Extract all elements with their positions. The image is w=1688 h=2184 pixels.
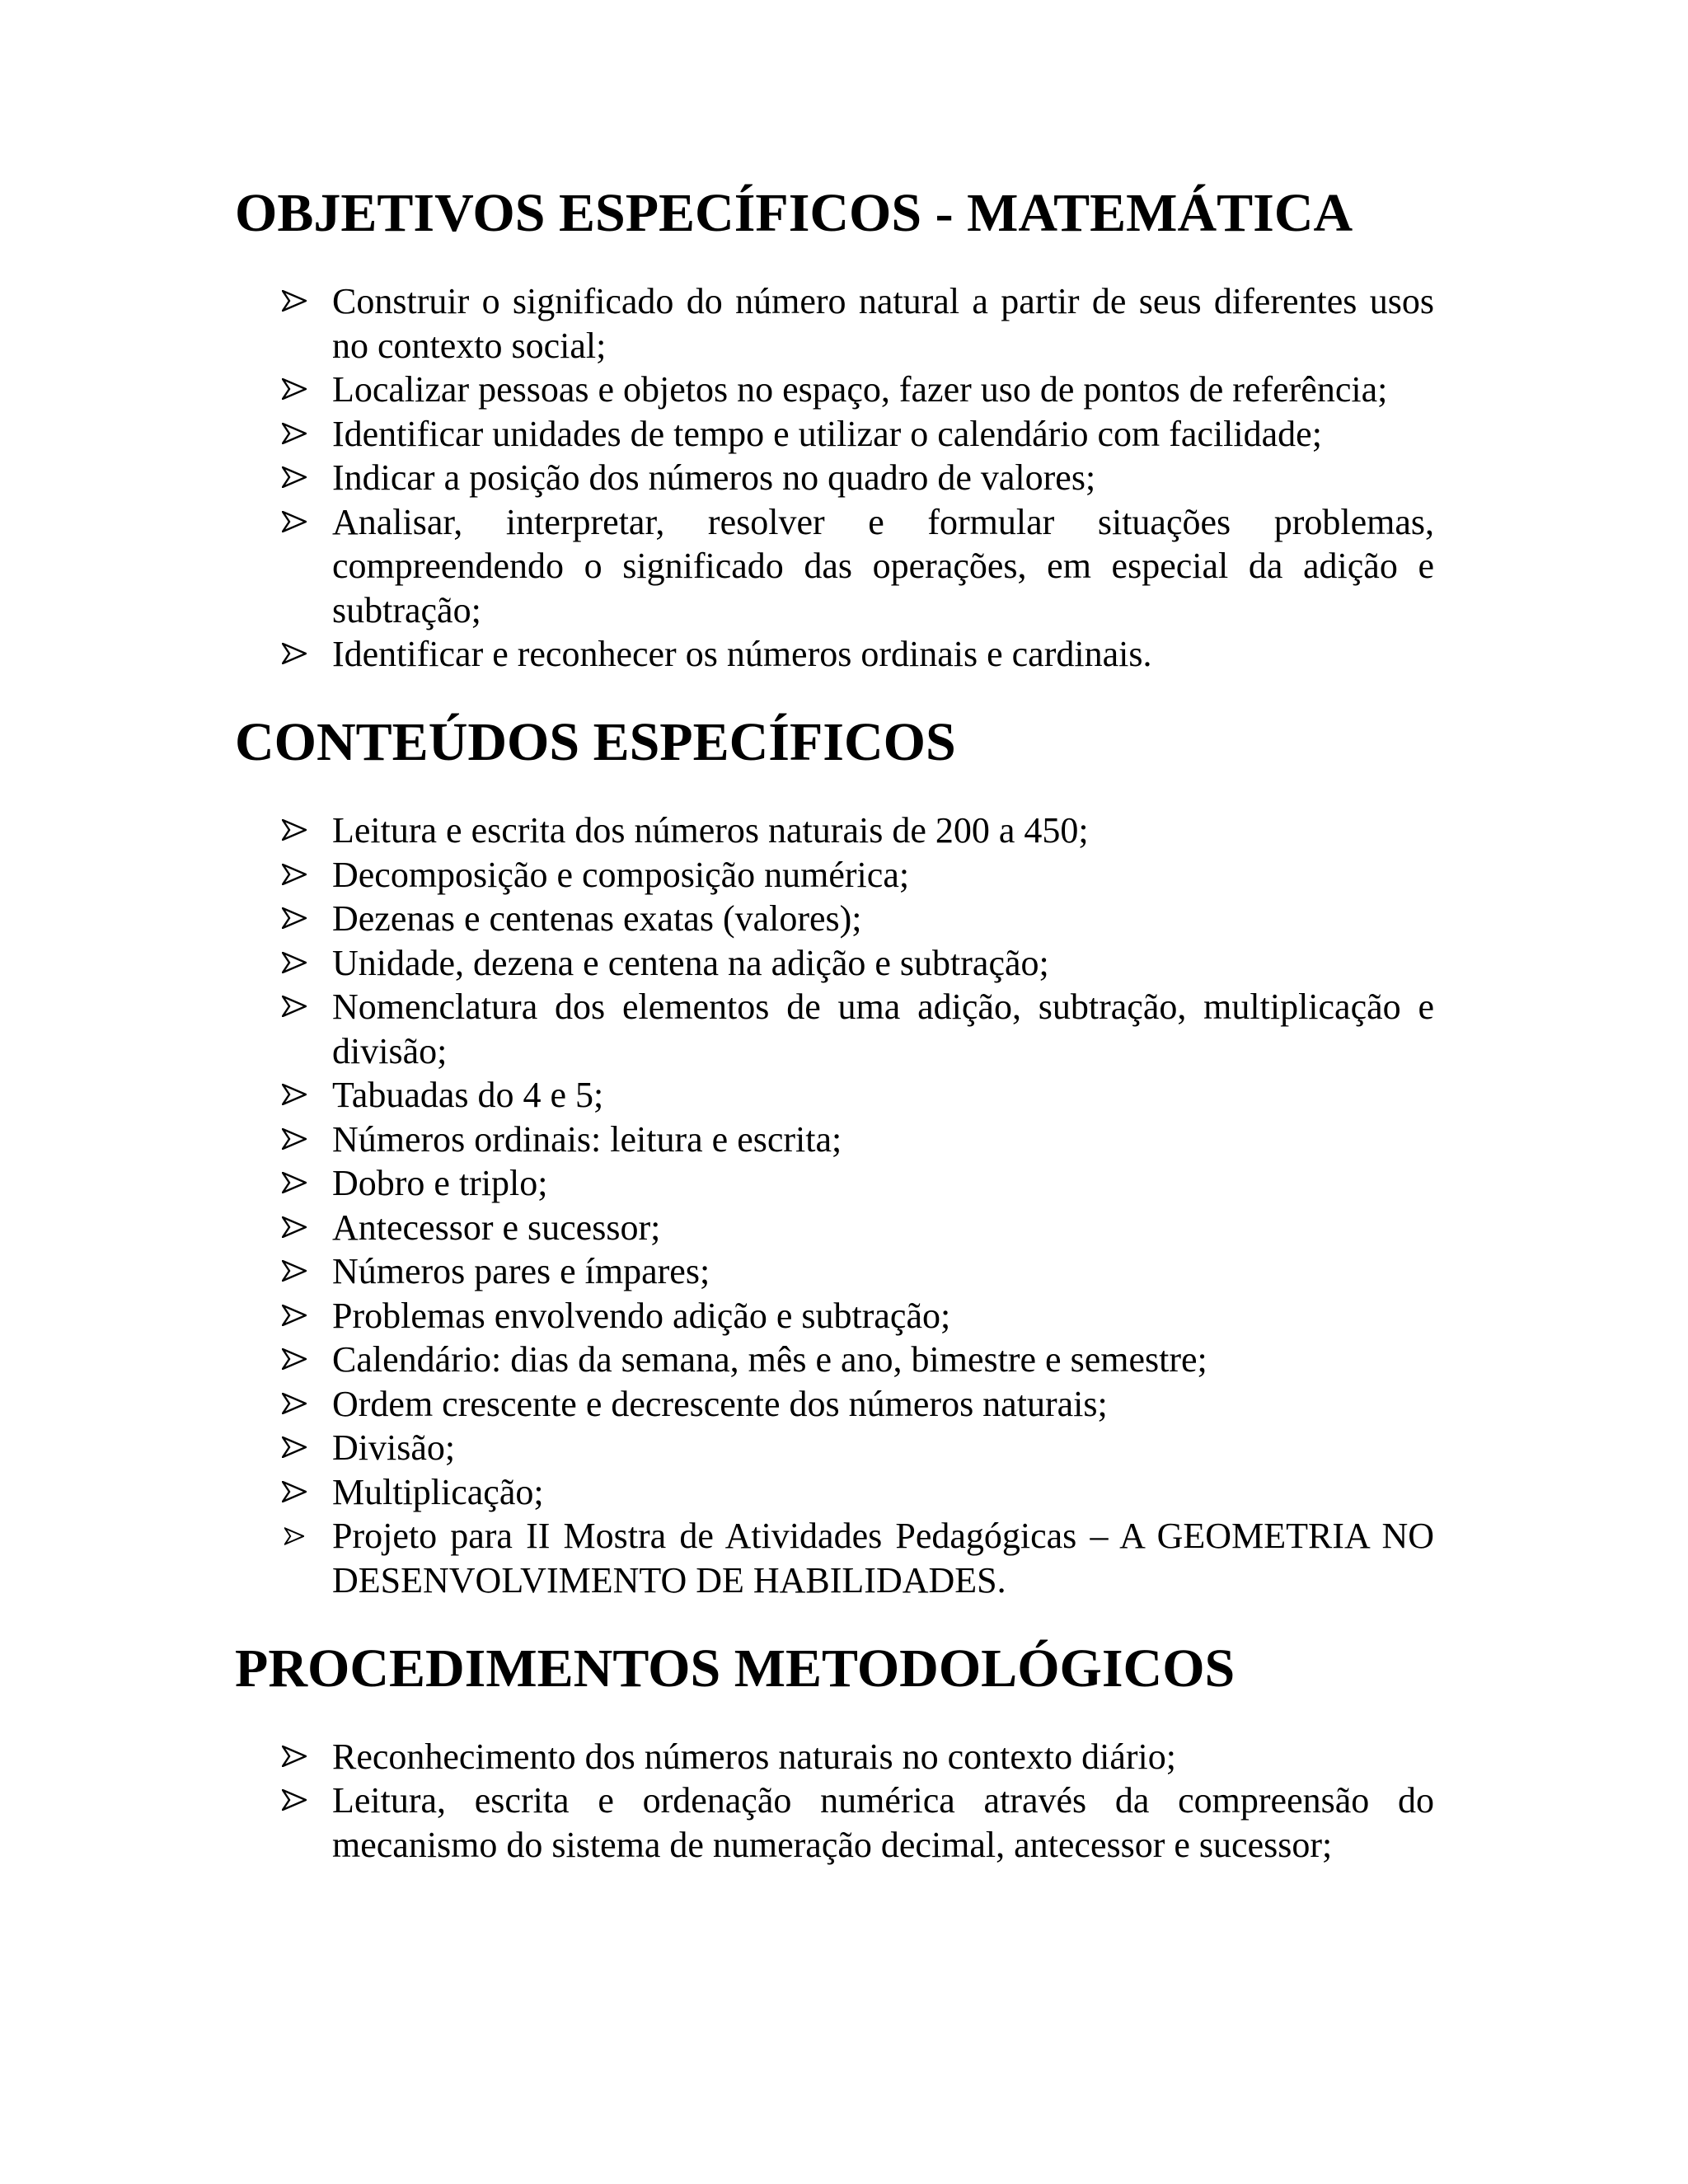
bullet-list xyxy=(235,279,1434,677)
list-item xyxy=(235,853,1434,898)
arrowhead-bullet-icon xyxy=(282,279,323,324)
list-item xyxy=(235,1206,1434,1250)
list-item xyxy=(235,1338,1434,1382)
list-item-text: Números ordinais: leitura e escrita; xyxy=(332,1118,842,1160)
arrowhead-bullet-icon xyxy=(282,1294,323,1338)
arrowhead-bullet-icon xyxy=(282,897,323,941)
list-item-text: Leitura e escrita dos números naturais de 200 a 450; xyxy=(332,810,1089,851)
list-item-text: Números pares e ímpares; xyxy=(332,1251,710,1291)
arrowhead-bullet-icon xyxy=(282,1118,323,1162)
arrowhead-bullet-icon xyxy=(282,1426,323,1470)
list-item-text: Projeto para II Mostra de Atividades Pedagógicas – A GEOMETRIA NO DESENVOLVIMENTO DE HABILIDADES. xyxy=(332,1516,1434,1601)
arrowhead-bullet-icon xyxy=(282,1249,323,1294)
list-item-text: Ordem crescente e decrescente dos números naturais; xyxy=(332,1383,1108,1424)
section-heading: PROCEDIMENTOS METODOLÓGICOS xyxy=(235,1638,1236,1699)
list-item-text: Unidade, dezena e centena na adição e subtração; xyxy=(332,942,1049,983)
document-page xyxy=(235,183,1434,1867)
list-item xyxy=(235,1470,1434,1515)
list-item-text: Reconhecimento dos números naturais no contexto diário; xyxy=(332,1736,1176,1777)
list-item-text: Identificar unidades de tempo e utilizar o calendário com facilidade; xyxy=(332,413,1322,454)
arrowhead-bullet-icon xyxy=(282,985,323,1029)
list-item-text: Construir o significado do número natural a partir de seus diferentes usos no contexto social; xyxy=(332,281,1434,366)
arrowhead-bullet-icon xyxy=(282,808,323,853)
list-item xyxy=(235,456,1434,500)
list-item xyxy=(235,985,1434,1073)
arrowhead-bullet-icon xyxy=(282,632,323,677)
section-procedimentos xyxy=(235,1638,1434,1868)
arrowhead-bullet-icon xyxy=(282,1382,323,1427)
list-item xyxy=(235,1161,1434,1206)
list-item-text: Leitura, escrita e ordenação numérica através da compreensão do mecanismo do sistema de numeração decimal, antecessor e sucessor; xyxy=(332,1780,1434,1865)
list-item-text: Problemas envolvendo adição e subtração; xyxy=(332,1295,951,1336)
list-item-text: Nomenclatura dos elementos de uma adição, subtração, multiplicação e divisão; xyxy=(332,987,1434,1071)
list-item xyxy=(235,632,1434,677)
arrowhead-bullet-icon xyxy=(282,1779,323,1823)
arrowhead-bullet-icon xyxy=(282,412,323,457)
list-item xyxy=(235,368,1434,412)
arrowhead-bullet-icon xyxy=(282,1073,323,1118)
list-item xyxy=(235,279,1434,368)
list-item xyxy=(235,412,1434,457)
list-item xyxy=(235,1249,1434,1294)
arrowhead-bullet-icon xyxy=(282,368,323,412)
list-item-text: Dobro e triplo; xyxy=(332,1163,548,1203)
list-item xyxy=(235,1073,1434,1118)
arrowhead-bullet-icon xyxy=(282,941,323,986)
list-item-text: Multiplicação; xyxy=(332,1471,544,1512)
list-item xyxy=(235,1382,1434,1427)
list-item-text: Localizar pessoas e objetos no espaço, fazer uso de pontos de referência; xyxy=(332,369,1388,410)
section-objetivos xyxy=(235,183,1434,720)
arrowhead-bullet-icon xyxy=(282,456,323,500)
list-item xyxy=(235,941,1434,986)
list-item-text: Calendário: dias da semana, mês e ano, bimestre e semestre; xyxy=(332,1339,1207,1380)
list-item xyxy=(235,897,1434,941)
bullet-list xyxy=(235,1735,1434,1868)
list-item-text: Dezenas e centenas exatas (valores); xyxy=(332,898,862,939)
list-item-text: Analisar, interpretar, resolver e formular situações problemas, compreendendo o significado das operações, em especial da adição e subtração; xyxy=(332,501,1434,630)
section-heading: CONTEÚDOS ESPECÍFICOS xyxy=(235,712,956,772)
list-item xyxy=(235,1779,1434,1867)
list-item xyxy=(235,500,1434,633)
list-item-text: Decomposição e composição numérica; xyxy=(332,854,910,895)
list-item xyxy=(235,1118,1434,1162)
arrowhead-bullet-icon xyxy=(282,853,323,898)
section-conteudos xyxy=(235,712,1434,1647)
arrowhead-bullet-icon xyxy=(282,1338,323,1382)
list-item xyxy=(235,1426,1434,1470)
list-item-text: Identificar e reconhecer os números ordinais e cardinais. xyxy=(332,634,1152,674)
list-item xyxy=(235,1735,1434,1779)
arrowhead-bullet-icon xyxy=(282,500,323,545)
list-item xyxy=(235,808,1434,853)
arrowhead-bullet-icon xyxy=(282,1735,323,1779)
list-item-text: Divisão; xyxy=(332,1427,456,1468)
list-item xyxy=(235,1294,1434,1338)
list-item-text: Antecessor e sucessor; xyxy=(332,1207,661,1248)
list-item-text: Tabuadas do 4 e 5; xyxy=(332,1075,604,1115)
list-item-text: Indicar a posição dos números no quadro de valores; xyxy=(332,457,1096,498)
arrowhead-bullet-icon xyxy=(282,1206,323,1250)
arrowhead-bullet-icon xyxy=(282,1514,323,1558)
arrowhead-bullet-icon xyxy=(282,1470,323,1515)
arrowhead-bullet-icon xyxy=(282,1161,323,1206)
bullet-list xyxy=(235,808,1434,1602)
list-item xyxy=(235,1514,1434,1602)
section-heading: OBJETIVOS ESPECÍFICOS - MATEMÁTICA xyxy=(235,183,1353,243)
